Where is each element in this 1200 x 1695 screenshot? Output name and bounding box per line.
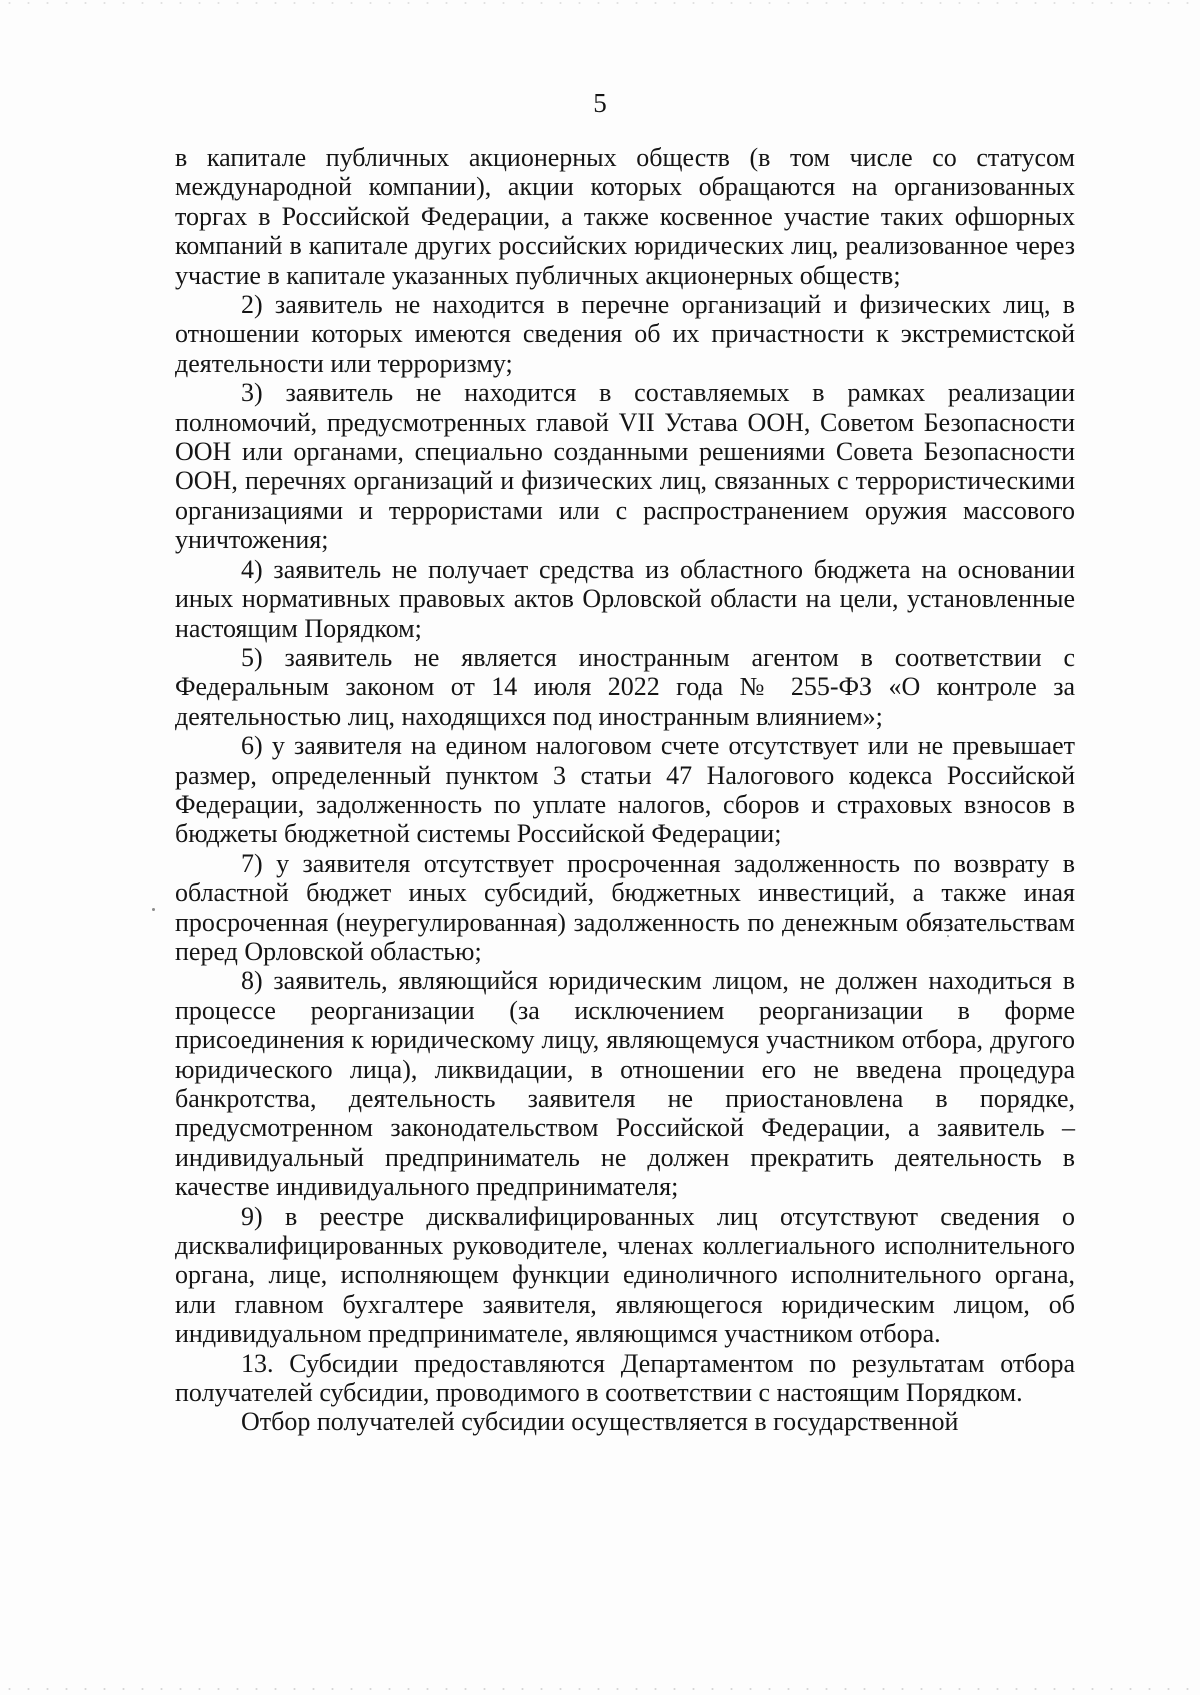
paragraph-item-9: 9) в реестре дисквалифицированных лиц отсутствуют сведения о дисквалифицированных руководителе, членах коллегиального исполнительного органа, лице, исполняющем функции единоличного исполнительного органа, или главном бухгалтере заявителя, являющегося юридическим лицом, об индивидуальном предпринимателе, являющимся участником отбора. [175, 1201, 1075, 1349]
paragraph-continuation: в капитале публичных акционерных обществ (в том числе со статусом международной компании), акции которых обращаются на организованных торгах в Российской Федерации, а также косвенное участие таких офшорных компаний в капитале других российских юридических лиц, реализованное через участие в капитале указанных публичных акционерных обществ; [175, 143, 1075, 290]
paragraph-item-2: 2) заявитель не находится в перечне организаций и физических лиц, в отношении которых имеются сведения об их причастности к экстремистской деятельности или терроризму; [175, 290, 1075, 378]
scan-noise-bottom [0, 1686, 1200, 1692]
scan-speck [947, 935, 949, 937]
paragraph-item-4: 4) заявитель не получает средства из областного бюджета на основании иных нормативных правовых актов Орловской области на цели, установленные настоящим Порядком; [175, 554, 1075, 643]
paragraph-item-5: 5) заявитель не является иностранным агентом в соответствии с Федеральным законом от 14 июля 2022 года № 255-ФЗ «О контроле за деятельностью лиц, находящихся под иностранным влиянием»; [175, 642, 1075, 731]
scan-noise-top [0, 0, 1200, 6]
paragraph-section-13: 13. Субсидии предоставляются Департаментом по результатам отбора получателей субсидии, проводимого в соответствии с настоящим Порядком. [175, 1348, 1075, 1408]
paragraph-selection: Отбор получателей субсидии осуществляется в государственной [241, 1407, 959, 1437]
paragraph-item-7: 7) у заявителя отсутствует просроченная задолженность по возврату в областной бюджет иных субсидий, бюджетных инвестиций, а также иная просроченная (неурегулированная) задолженность по денежным обязательствам перед Орловской областью; [175, 848, 1075, 966]
paragraph-item-3: 3) заявитель не находится в составляемых в рамках реализации полномочий, предусмотренных главой VII Устава ООН, Советом Безопасности ООН или органами, специально созданными решениями Совета Безопасности ООН, перечнях организаций и физических лиц, связанных с террористическими организациями и террористами или с распространением оружия массового уничтожения; [175, 378, 1075, 555]
scan-speck [152, 908, 155, 911]
page-number: 5 [593, 88, 607, 118]
paragraph-item-8: 8) заявитель, являющийся юридическим лицом, не должен находиться в процессе реорганизации (за исключением реорганизации в форме присоединения к юридическому лицу, являющемуся участником отбора, другого юридического лица), ликвидации, в отношении его не введена процедура банкротства, деятельность заявителя не приостановлена в порядке, предусмотренном законодательством Российской Федерации, а заявитель – индивидуальный предприниматель не должен прекратить деятельность в качестве индивидуального предпринимателя; [175, 966, 1075, 1202]
paragraph-item-6: 6) у заявителя на едином налоговом счете отсутствует или не превышает размер, определенный пунктом 3 статьи 47 Налогового кодекса Российской Федерации, задолженность по уплате налогов, сборов и страховых взносов в бюджеты бюджетной системы Российской Федерации; [175, 731, 1075, 849]
document-body [175, 143, 1075, 1437]
